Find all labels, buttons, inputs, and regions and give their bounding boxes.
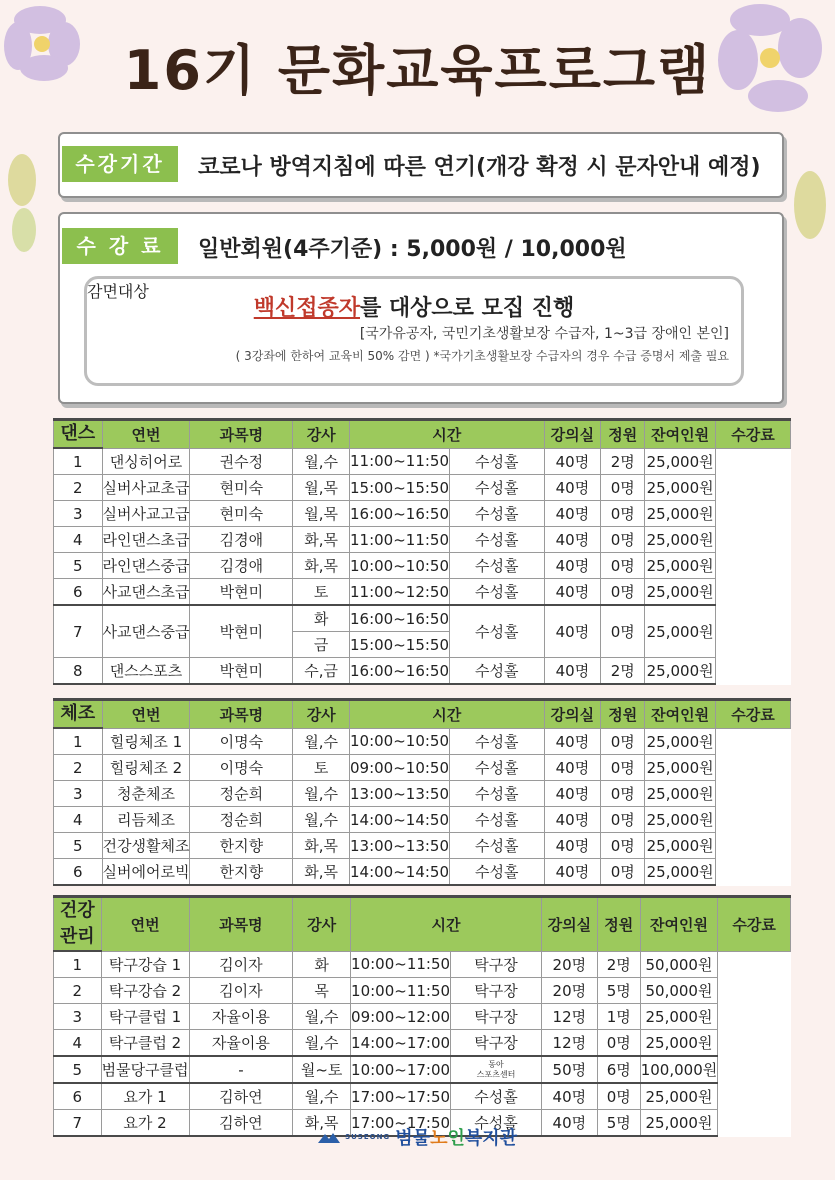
header-remaining: 잔여인원 [645,420,716,449]
cell-remain: 1명 [597,1004,640,1030]
table-row [54,475,791,501]
cell-course: 탁구클럽 1 [101,1004,189,1030]
cell-room: 수성홀 [450,781,545,807]
cell-course: 라인댄스중급 [102,553,190,579]
logo-name: 범물노인복지관 [395,1128,518,1149]
cell-cap: 40명 [544,527,601,553]
cell-time: 13:00~13:50 [349,833,449,859]
table-row [54,448,791,475]
cell-time: 17:00~17:50 [351,1110,451,1137]
cell-room: 수성홀 [450,448,545,475]
cell-course: 실버사교초급 [102,475,190,501]
cell-time: 16:00~16:50 [349,501,449,527]
fee-tag: 수 강 료 [62,228,178,264]
cell-day: 화,목 [293,553,350,579]
cell-room: 수성홀 [450,501,545,527]
cell-course: 사교댄스초급 [102,579,190,606]
cell-remain: 0명 [597,1030,640,1057]
cell-cap: 40명 [544,807,601,833]
cell-time: 13:00~13:50 [349,781,449,807]
table-row [54,1004,791,1030]
health-table [53,895,791,1137]
fee-text: 일반회원(4주기준) : 5,000원 / 10,000원 [198,237,627,262]
cell-remain: 2명 [601,448,645,475]
cell-day: 화,목 [293,859,350,886]
cell-no: 3 [54,1004,102,1030]
cell-course: 라인댄스초급 [102,527,190,553]
header-teacher: 강사 [293,420,350,449]
cell-remain: 0명 [601,579,645,606]
cell-teacher: 정순희 [190,807,293,833]
cell-teacher: 김하연 [189,1083,293,1110]
cell-teacher: 권수정 [190,448,293,475]
cell-teacher: 현미숙 [190,501,293,527]
cell-no: 2 [54,475,103,501]
table-row [54,728,791,755]
table-row [54,755,791,781]
cell-remain: 0명 [601,553,645,579]
table-row [54,807,791,833]
cell-day: 월,수 [293,1030,351,1057]
table-row: 7 사교댄스중급 박현미 화 16:00~16:50 수성홀 40명 0명 25,000원 [54,605,791,632]
table-row [54,1030,791,1057]
cell-course: 실버에어로빅 [102,859,190,886]
cell-no: 4 [54,1030,102,1057]
cell-fee: 25,000원 [645,833,716,859]
cell-room: 탁구장 [451,1030,542,1057]
cell-remain: 0명 [601,728,645,755]
cell-remain: 0명 [601,807,645,833]
cell-remain: 0명 [601,501,645,527]
cell-teacher: 김경애 [190,553,293,579]
cell-time: 15:00~15:50 [349,475,449,501]
cell-room: 수성홀 [450,527,545,553]
category-cell-gym: 체조 [54,700,103,729]
cell-remain: 5명 [597,1110,640,1137]
cell-time: 10:00~11:50 [351,978,451,1004]
cell-fee: 50,000원 [640,951,718,978]
cell-time: 10:00~10:50 [349,728,449,755]
header-fee: 수강료 [716,420,791,449]
period-panel [58,132,784,198]
table-row: 금 15:00~15:50 [54,632,791,658]
cell-no: 3 [54,501,103,527]
cell-time: 10:00~10:50 [349,553,449,579]
cell-remain: 5명 [597,978,640,1004]
cell-course: 실버사교고급 [102,501,190,527]
cell-no: 6 [54,1083,102,1110]
cell-room: 탁구장 [451,978,542,1004]
reduction-targets: [국가유공자, 국민기초생활보장 수급자, 1~3급 장애인 본인] [359,326,729,342]
dance-table [53,418,791,685]
cell-time: 11:00~11:50 [349,527,449,553]
cell-day: 토 [293,579,350,606]
cell-fee: 25,000원 [640,1110,718,1137]
cell-remain: 0명 [601,781,645,807]
vaccine-highlight: 백신접종자 [253,296,360,321]
cell-teacher: 한지향 [190,833,293,859]
table-row [54,501,791,527]
table-row [54,833,791,859]
cell-day: 월,목 [293,501,350,527]
cell-fee: 25,000원 [645,579,716,606]
cell-room: 수성홀 [451,1110,542,1137]
cell-time: 14:00~14:50 [349,859,449,886]
cell-room: 탁구장 [451,1004,542,1030]
cell-fee: 25,000원 [645,859,716,886]
cell-teacher: 정순희 [190,781,293,807]
cell-time: 17:00~17:50 [351,1083,451,1110]
cell-time: 09:00~12:00 [351,1004,451,1030]
cell-fee: 25,000원 [645,728,716,755]
cell-teacher: 자율이용 [189,1030,293,1057]
cell-no: 4 [54,807,103,833]
cell-no: 6 [54,579,103,606]
cell-no: 1 [54,728,103,755]
table-row [54,1083,791,1110]
cell-no: 1 [54,448,103,475]
cell-fee: 25,000원 [645,527,716,553]
cell-teacher: 박현미 [190,579,293,606]
cell-course: 댄싱히어로 [102,448,190,475]
cell-course: 탁구강습 1 [101,951,189,978]
cell-course: 요가 1 [101,1083,189,1110]
cell-cap: 40명 [544,833,601,859]
cell-room: 수성홀 [450,859,545,886]
cell-fee: 25,000원 [645,781,716,807]
mountain-logo-icon [318,1131,340,1143]
cell-day: 토 [293,755,350,781]
reduction-note: ( 3강좌에 한하여 교육비 50% 감면 ) *국가기초생활보장 수급자의 경우 수급 증명서 제출 필요 [235,349,729,363]
table-header-row: 건강 관리 연번 과목명 강사 시간 강의실 정원 잔여인원 수강료 [54,897,791,952]
cell-teacher: 자율이용 [189,1004,293,1030]
cell-no: 4 [54,527,103,553]
leaf-decoration-right [780,160,835,250]
cell-no: 5 [54,553,103,579]
cell-fee: 25,000원 [645,807,716,833]
header-no: 연번 [102,420,190,449]
gym-table [53,698,791,886]
cell-cap: 12명 [541,1030,597,1057]
cell-room: 수성홀 [451,1083,542,1110]
cell-time: 14:00~17:00 [351,1030,451,1057]
page-title: 16기 문화교육프로그램 [123,39,712,102]
reduction-box [84,276,744,386]
cell-no: 2 [54,755,103,781]
cell-day: 화,목 [293,527,350,553]
cell-cap: 20명 [541,951,597,978]
table-row [54,781,791,807]
cell-no: 6 [54,859,103,886]
cell-remain: 2명 [597,951,640,978]
cell-cap: 20명 [541,978,597,1004]
cell-cap: 40명 [541,1083,597,1110]
cell-room: 수성홀 [450,833,545,859]
cell-fee: 25,000원 [640,1030,718,1057]
cell-room: 수성홀 [450,579,545,606]
cell-teacher: 현미숙 [190,475,293,501]
cell-room: 수성홀 [450,475,545,501]
cell-day: 월,목 [293,475,350,501]
cell-cap: 40명 [544,501,601,527]
cell-room: 수성홀 [450,807,545,833]
table-header-row [54,420,791,449]
cell-day: 월,수 [293,1004,351,1030]
cell-cap: 40명 [544,859,601,886]
cell-cap: 40명 [544,475,601,501]
cell-day: 월,수 [293,807,350,833]
table-header-row: 체조 연번 과목명 강사 시간 강의실 정원 잔여인원 수강료 [54,700,791,729]
cell-no: 5 [54,833,103,859]
cell-cap: 40명 [544,728,601,755]
cell-course: 요가 2 [101,1110,189,1137]
cell-fee: 25,000원 [645,448,716,475]
cell-teacher: 김이자 [189,951,293,978]
cell-remain: 0명 [601,859,645,886]
reduction-label: 감면대상 [87,282,149,301]
cell-day: 화,목 [293,1110,351,1137]
period-text: 코로나 방역지침에 따른 연기(개강 확정 시 문자안내 예정) [198,155,761,180]
table-row [54,859,791,886]
table-row [54,978,791,1004]
cell-remain: 0명 [597,1083,640,1110]
period-tag: 수강기간 [62,146,178,182]
cell-time: 11:00~11:50 [349,448,449,475]
cell-room: 탁구장 [451,951,542,978]
cell-cap: 40명 [544,755,601,781]
category-cell-health: 건강 관리 [54,897,102,952]
cell-time: 09:00~10:50 [349,755,449,781]
cell-no: 3 [54,781,103,807]
cell-teacher: 김경애 [190,527,293,553]
cell-course: 리듬체조 [102,807,190,833]
cell-teacher: 한지향 [190,859,293,886]
cell-remain: 0명 [601,833,645,859]
cell-fee: 25,000원 [640,1083,718,1110]
table-row: 5 범물당구클럽 - 월~토 10:00~17:00 동아 스포츠센터 50명 6명 100,000원 [54,1056,791,1083]
cell-remain: 0명 [601,755,645,781]
fee-panel [58,212,784,404]
cell-day: 목 [293,978,351,1004]
cell-no: 2 [54,978,102,1004]
cell-remain: 0명 [601,527,645,553]
header-course: 과목명 [190,420,293,449]
cell-teacher: 이명숙 [190,728,293,755]
welfare-center-logo [0,1124,835,1150]
cell-room: 수성홀 [450,755,545,781]
cell-fee: 25,000원 [645,475,716,501]
cell-course: 청춘체조 [102,781,190,807]
header-capacity: 정원 [601,420,645,449]
cell-time: 11:00~12:50 [349,579,449,606]
cell-cap: 40명 [544,553,601,579]
table-row [54,951,791,978]
cell-room: 수성홀 [450,728,545,755]
cell-cap: 40명 [544,781,601,807]
cell-day: 월,수 [293,1083,351,1110]
cell-course: 힐링체조 1 [102,728,190,755]
cell-fee: 25,000원 [645,553,716,579]
cell-day: 월,수 [293,781,350,807]
vaccine-rest: 를 대상으로 모집 진행 [360,296,575,321]
logo-sub: SUSEONG [345,1133,391,1141]
table-row [54,553,791,579]
cell-day: 화,목 [293,833,350,859]
cell-course: 탁구클럽 2 [101,1030,189,1057]
cell-time: 10:00~11:50 [351,951,451,978]
vaccine-headline [87,291,741,322]
cell-room: 수성홀 [450,553,545,579]
cell-course: 탁구강습 2 [101,978,189,1004]
cell-day: 월,수 [293,448,350,475]
cell-no: 1 [54,951,102,978]
cell-teacher: 이명숙 [190,755,293,781]
table-row [54,527,791,553]
cell-fee: 25,000원 [645,755,716,781]
cell-time: 14:00~14:50 [349,807,449,833]
cell-course: 건강생활체조 [102,833,190,859]
cell-remain: 0명 [601,475,645,501]
header-room: 강의실 [544,420,601,449]
cell-cap: 40명 [544,448,601,475]
cell-day: 월,수 [293,728,350,755]
cell-cap: 40명 [544,579,601,606]
table-row [54,579,791,606]
header-time: 시간 [349,420,544,449]
table-row: 8 댄스스포츠 박현미 수,금 16:00~16:50 수성홀 40명 2명 25,000원 [54,658,791,685]
cell-teacher: 김하연 [189,1110,293,1137]
cell-cap: 12명 [541,1004,597,1030]
category-cell-dance: 댄스 [54,420,103,449]
cell-fee: 50,000원 [640,978,718,1004]
cell-day: 화 [293,951,351,978]
cell-no: 7 [54,1110,102,1137]
cell-course: 힐링체조 2 [102,755,190,781]
cell-teacher: 김이자 [189,978,293,1004]
leaf-decoration-left [0,150,60,260]
cell-cap: 40명 [541,1110,597,1137]
cell-fee: 25,000원 [640,1004,718,1030]
cell-fee: 25,000원 [645,501,716,527]
